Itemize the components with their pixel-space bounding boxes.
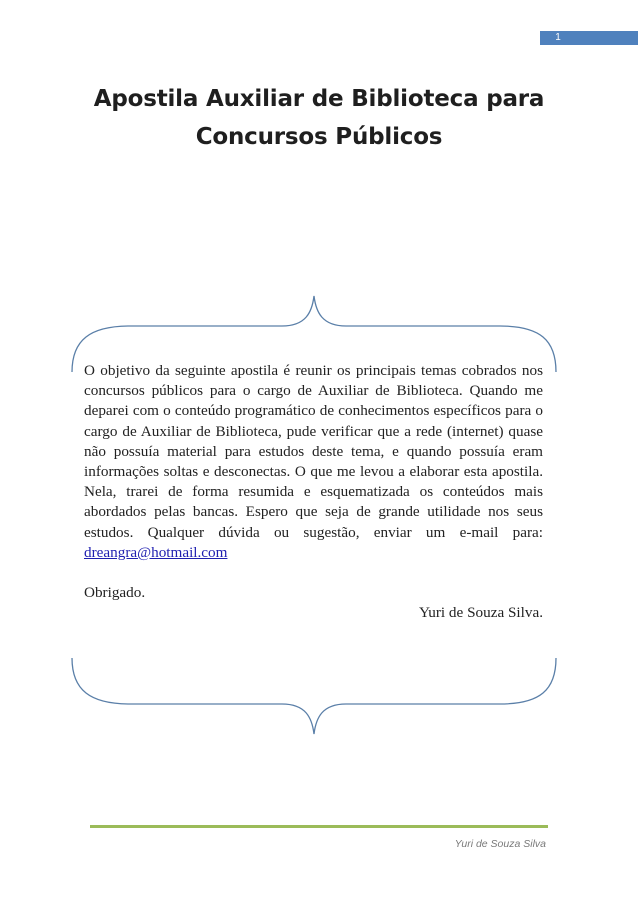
intro-text: O objetivo da seguinte apostila é reunir os principais temas cobrados nos concursos públicos para o cargo de Auxiliar de Biblioteca. Quando me deparei com o conteúdo programático de conhecimentos específicos para o cargo de Auxiliar de Biblioteca, pude verificar que a rede (internet) quase não possuía material para estudos deste tema, e quando possuía eram informações soltas e desconectas. O que me levou a elaborar esta apostila. Nela, trarei de forma resumida e esquematizada os conteúdos mais abordados pelas bancas. Espero que seja de grande utilidade nos seus estudos. Qualquer dúvida ou sugestão, enviar um e-mail para: bbox=[84, 362, 543, 541]
body-text bbox=[84, 361, 543, 623]
thanks-text: Obrigado. bbox=[84, 584, 146, 602]
title-line-2: Concursos Públicos bbox=[195, 124, 443, 150]
signature-text: Yuri de Souza Silva. bbox=[418, 604, 543, 622]
title-line-1: Apostila Auxiliar de Biblioteca para bbox=[93, 86, 545, 112]
footer-divider bbox=[90, 825, 548, 828]
intro-paragraph bbox=[84, 361, 543, 563]
page-number: 1 bbox=[555, 32, 561, 43]
footer-author: Yuri de Souza Silva bbox=[454, 838, 546, 850]
bottom-brace-icon bbox=[72, 658, 556, 734]
email-link[interactable]: dreangra@hotmail.com bbox=[84, 543, 228, 561]
